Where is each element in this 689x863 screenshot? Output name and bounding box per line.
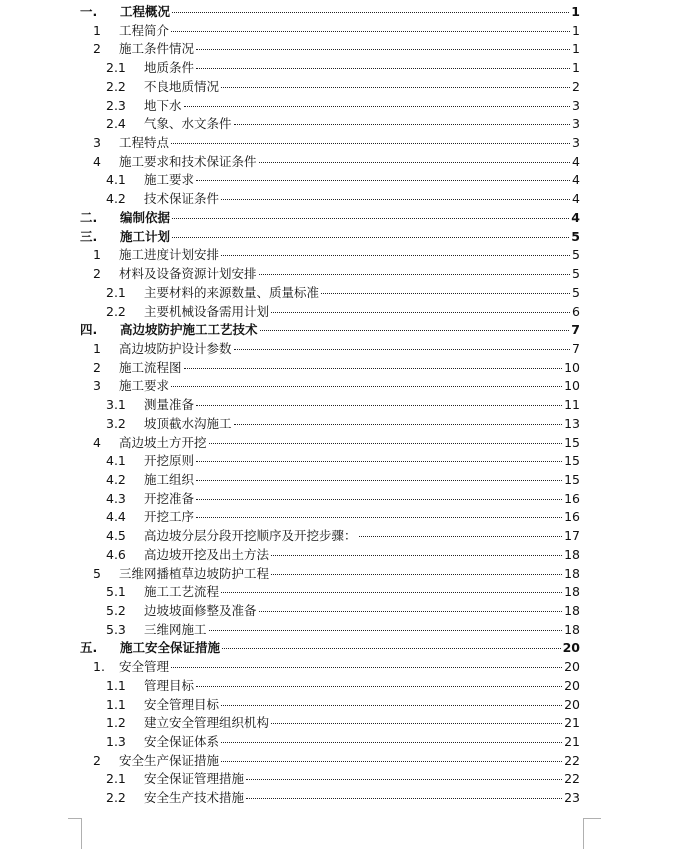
toc-entry-title: 安全生产技术措施: [144, 790, 245, 806]
toc-entry[interactable]: [80, 284, 580, 303]
toc-entry-number: 四.: [80, 322, 98, 338]
toc-entry[interactable]: [80, 209, 580, 228]
toc-entry-number: 3.1: [106, 397, 126, 413]
toc-entry-title: 主要机械设备需用计划: [144, 303, 270, 319]
toc-entry-number: 3.2: [106, 415, 126, 431]
toc-entry-number: 2: [93, 359, 101, 375]
toc-entry-number: 5.1: [106, 584, 126, 600]
toc-entry-title: 地下水: [144, 97, 182, 113]
toc-entry-page-number: 5: [572, 266, 580, 282]
toc-dot-leader: [259, 611, 563, 612]
toc-dot-leader: [321, 293, 570, 294]
toc-entry-page-number: 5: [571, 228, 580, 244]
toc-entry-page-number: 16: [564, 509, 580, 525]
toc-entry-page-number: 22: [564, 752, 580, 768]
toc-entry[interactable]: [80, 677, 580, 696]
toc-entry[interactable]: [80, 153, 580, 172]
toc-entry-page-number: 4: [571, 209, 580, 225]
toc-entry[interactable]: [80, 321, 580, 340]
toc-dot-leader: [234, 349, 571, 350]
toc-entry-title: 三维网播植草边坡防护工程: [119, 565, 270, 581]
toc-entry-page-number: 7: [572, 340, 580, 356]
toc-entry-title: 三维网施工: [144, 621, 207, 637]
toc-entry-title: 高边坡分层分段开挖顺序及开挖步骤：: [144, 528, 357, 544]
toc-dot-leader: [184, 368, 563, 369]
toc-entry-page-number: 18: [564, 546, 580, 562]
toc-entry-number: 4.6: [106, 546, 126, 562]
toc-dot-leader: [222, 648, 561, 649]
toc-entry-title: 施工安全保证措施: [120, 640, 221, 656]
toc-entry[interactable]: [80, 78, 580, 97]
toc-entry-title: 坡顶截水沟施工: [144, 415, 232, 431]
toc-entry-title: 工程特点: [119, 135, 170, 151]
toc-entry[interactable]: [80, 565, 580, 584]
toc-entry-title: 测量准备: [144, 397, 195, 413]
toc-entry-number: 2.4: [106, 116, 126, 132]
toc-dot-leader: [196, 480, 562, 481]
toc-entry-title: 开挖原则: [144, 453, 195, 469]
toc-entry-number: 1.3: [106, 734, 126, 750]
toc-entry[interactable]: [80, 59, 580, 78]
toc-entry-number: 5: [93, 565, 101, 581]
toc-entry-title: 安全管理: [119, 659, 170, 675]
toc-entry[interactable]: [80, 733, 580, 752]
toc-entry-page-number: 18: [564, 603, 580, 618]
toc-entry-title: 安全保证管理措施: [144, 771, 245, 787]
toc-entry-page-number: 6: [572, 303, 580, 319]
toc-dot-leader: [271, 723, 562, 724]
toc-entry[interactable]: [80, 303, 580, 322]
toc-entry-page-number: 15: [564, 434, 580, 450]
toc-entry[interactable]: [80, 359, 580, 378]
toc-dot-leader: [221, 592, 562, 593]
toc-entry-number: 4.2: [106, 191, 126, 207]
toc-entry[interactable]: [80, 583, 580, 602]
toc-entry[interactable]: [80, 434, 580, 453]
toc-entry-title: 地质条件: [144, 60, 195, 76]
toc-entry-number: 3: [93, 135, 101, 151]
toc-dot-leader: [221, 705, 562, 706]
toc-dot-leader: [259, 274, 571, 275]
toc-dot-leader: [221, 761, 562, 762]
toc-entry-page-number: 21: [564, 715, 580, 731]
toc-entry-title: 高边坡土方开挖: [119, 434, 207, 450]
toc-entry[interactable]: [80, 115, 580, 134]
toc-dot-leader: [259, 162, 571, 163]
toc-entry[interactable]: [80, 490, 580, 509]
toc-entry-title: 施工要求和技术保证条件: [119, 153, 257, 169]
toc-entry-number: 2.1: [106, 284, 126, 300]
toc-entry-page-number: 20: [564, 659, 580, 675]
toc-entry[interactable]: [80, 377, 580, 396]
toc-entry[interactable]: [80, 265, 580, 284]
toc-entry-title: 开挖工序: [144, 509, 195, 525]
toc-dot-leader: [184, 106, 571, 107]
toc-entry[interactable]: [80, 452, 580, 471]
toc-entry[interactable]: [80, 639, 580, 658]
toc-entry-page-number: 1: [571, 4, 580, 19]
toc-entry[interactable]: [80, 246, 580, 265]
toc-entry-page-number: 1: [572, 60, 580, 76]
toc-dot-leader: [209, 443, 563, 444]
toc-entry-page-number: 22: [564, 771, 580, 787]
toc-entry-title: 建立安全管理组织机构: [144, 715, 270, 731]
toc-entry-title: 边坡坡面修整及准备: [144, 603, 257, 618]
toc-dot-leader: [271, 312, 570, 313]
toc-entry-number: 五.: [80, 640, 98, 656]
toc-entry-number: 4.4: [106, 509, 126, 525]
toc-entry-number: 4.3: [106, 490, 126, 506]
toc-dot-leader: [246, 798, 562, 799]
toc-entry-number: 5.2: [106, 603, 126, 618]
toc-dot-leader: [209, 630, 563, 631]
toc-dot-leader: [271, 574, 562, 575]
toc-dot-leader: [196, 49, 570, 50]
toc-entry-title: 高边坡防护设计参数: [119, 340, 232, 356]
toc-entry[interactable]: [80, 770, 580, 789]
toc-entry-page-number: 16: [564, 490, 580, 506]
toc-entry-title: 工程概况: [120, 4, 171, 19]
toc-entry-number: 4.1: [106, 172, 126, 188]
toc-entry[interactable]: [80, 190, 580, 209]
toc-entry[interactable]: [80, 97, 580, 116]
toc-dot-leader: [221, 87, 570, 88]
toc-entry-page-number: 18: [564, 621, 580, 637]
toc-dot-leader: [196, 405, 562, 406]
toc-entry[interactable]: [80, 508, 580, 527]
toc-entry-number: 2.3: [106, 97, 126, 113]
toc-entry-number: 2: [93, 266, 101, 282]
toc-entry-number: 4.1: [106, 453, 126, 469]
toc-entry-number: 1.: [93, 659, 105, 675]
toc-entry-title: 施工进度计划安排: [119, 247, 220, 263]
toc-entry[interactable]: [80, 396, 580, 415]
toc-entry-title: 材料及设备资源计划安排: [119, 266, 257, 282]
toc-entry-page-number: 1: [572, 22, 580, 38]
toc-dot-leader: [196, 499, 562, 500]
toc-dot-leader: [196, 461, 562, 462]
toc-entry-number: 4.2: [106, 471, 126, 487]
toc-entry-number: 2.1: [106, 60, 126, 76]
toc-entry-page-number: 3: [572, 116, 580, 132]
toc-entry-page-number: 10: [564, 378, 580, 394]
toc-entry[interactable]: [80, 134, 580, 153]
toc-entry-page-number: 20: [562, 640, 580, 656]
toc-entry[interactable]: [80, 40, 580, 59]
toc-entry-number: 4.5: [106, 528, 126, 544]
toc-entry[interactable]: [80, 340, 580, 359]
toc-entry-page-number: 13: [564, 415, 580, 431]
toc-entry-title: 安全管理目标: [144, 696, 220, 712]
toc-entry-page-number: 4: [572, 172, 580, 188]
toc-dot-leader: [196, 686, 562, 687]
toc-entry-page-number: 3: [572, 97, 580, 113]
toc-entry-page-number: 18: [564, 565, 580, 581]
toc-entry-number: 3: [93, 378, 101, 394]
toc-entry-page-number: 3: [572, 135, 580, 151]
toc-entry-number: 1: [93, 340, 101, 356]
toc-entry-number: 二.: [80, 209, 98, 225]
toc-entry-number: 1.1: [106, 696, 126, 712]
toc-entry-title: 安全生产保证措施: [119, 752, 220, 768]
toc-dot-leader: [172, 12, 569, 13]
toc-dot-leader: [221, 199, 570, 200]
toc-entry-page-number: 10: [564, 359, 580, 375]
toc-dot-leader: [359, 536, 563, 537]
toc-entry-number: 1.2: [106, 715, 126, 731]
toc-dot-leader: [196, 517, 562, 518]
toc-dot-leader: [234, 124, 571, 125]
toc-entry-title: 开挖准备: [144, 490, 195, 506]
toc-entry-number: 5.3: [106, 621, 126, 637]
toc-entry[interactable]: [80, 752, 580, 771]
toc-dot-leader: [221, 742, 562, 743]
toc-entry[interactable]: [80, 658, 580, 677]
toc-entry-title: 施工组织: [144, 471, 195, 487]
toc-entry-page-number: 5: [572, 247, 580, 263]
toc-dot-leader: [246, 779, 562, 780]
toc-entry-page-number: 7: [571, 322, 580, 338]
toc-entry-number: 1: [93, 22, 101, 38]
toc-entry-title: 施工工艺流程: [144, 584, 220, 600]
toc-dot-leader: [196, 68, 570, 69]
toc-entry-page-number: 20: [564, 696, 580, 712]
page-corner-mark-left: [68, 818, 82, 849]
toc-entry-page-number: 23: [564, 790, 580, 806]
toc-entry[interactable]: [80, 602, 580, 621]
toc-entry-page-number: 4: [572, 153, 580, 169]
toc-entry-page-number: 5: [572, 284, 580, 300]
toc-entry[interactable]: [80, 546, 580, 565]
toc-dot-leader: [172, 218, 569, 219]
toc-entry-number: 4: [93, 153, 101, 169]
toc-entry-page-number: 1: [572, 41, 580, 57]
toc-entry-number: 一.: [80, 4, 98, 19]
toc-entry[interactable]: [80, 789, 580, 808]
toc-entry-title: 编制依据: [120, 209, 171, 225]
toc-entry-title: 施工流程图: [119, 359, 182, 375]
toc-entry-page-number: 15: [564, 453, 580, 469]
toc-dot-leader: [171, 667, 562, 668]
toc-entry[interactable]: [80, 527, 580, 546]
toc-entry-title: 施工条件情况: [119, 41, 195, 57]
toc-entry-page-number: 17: [564, 528, 580, 544]
toc-entry-title: 高边坡开挖及出土方法: [144, 546, 270, 562]
toc-entry-title: 技术保证条件: [144, 191, 220, 207]
table-of-contents: [80, 3, 580, 808]
toc-dot-leader: [271, 555, 562, 556]
toc-entry-number: 2.2: [106, 790, 126, 806]
page-corner-mark-right: [583, 818, 601, 849]
toc-entry-page-number: 11: [564, 397, 580, 413]
toc-entry-title: 管理目标: [144, 677, 195, 693]
toc-entry[interactable]: [80, 471, 580, 490]
toc-entry[interactable]: [80, 228, 580, 247]
toc-entry-title: 气象、水文条件: [144, 116, 232, 132]
toc-entry-title: 安全保证体系: [144, 734, 220, 750]
toc-dot-leader: [171, 31, 570, 32]
toc-entry-number: 三.: [80, 228, 98, 244]
toc-entry-title: 主要材料的来源数量、质量标准: [144, 284, 320, 300]
toc-entry-number: 2.1: [106, 771, 126, 787]
toc-dot-leader: [234, 424, 563, 425]
toc-entry-title: 施工要求: [144, 172, 195, 188]
toc-entry-title: 施工要求: [119, 378, 170, 394]
toc-dot-leader: [171, 386, 562, 387]
toc-entry-title: 工程简介: [119, 22, 170, 38]
toc-entry[interactable]: [80, 3, 580, 22]
toc-entry-number: 4: [93, 434, 101, 450]
toc-entry-title: 施工计划: [120, 228, 171, 244]
toc-entry-title: 不良地质情况: [144, 78, 220, 94]
toc-entry-number: 1.1: [106, 677, 126, 693]
toc-entry-number: 2.2: [106, 303, 126, 319]
toc-entry-page-number: 15: [564, 471, 580, 487]
toc-entry[interactable]: [80, 22, 580, 41]
toc-dot-leader: [172, 237, 569, 238]
toc-entry-page-number: 21: [564, 734, 580, 750]
toc-entry-number: 2.2: [106, 78, 126, 94]
toc-entry[interactable]: [80, 621, 580, 640]
toc-entry-page-number: 18: [564, 584, 580, 600]
toc-entry-page-number: 20: [564, 677, 580, 693]
toc-entry-title: 高边坡防护施工工艺技术: [120, 322, 258, 338]
toc-entry[interactable]: [80, 696, 580, 715]
toc-entry-number: 2: [93, 752, 101, 768]
toc-entry[interactable]: [80, 171, 580, 190]
toc-entry-number: 2: [93, 41, 101, 57]
toc-entry-page-number: 2: [572, 78, 580, 94]
toc-dot-leader: [260, 330, 570, 331]
toc-entry[interactable]: [80, 714, 580, 733]
toc-dot-leader: [221, 255, 570, 256]
toc-dot-leader: [171, 143, 570, 144]
toc-entry-number: 1: [93, 247, 101, 263]
toc-dot-leader: [196, 180, 570, 181]
toc-entry[interactable]: [80, 415, 580, 434]
toc-entry-page-number: 4: [572, 191, 580, 207]
